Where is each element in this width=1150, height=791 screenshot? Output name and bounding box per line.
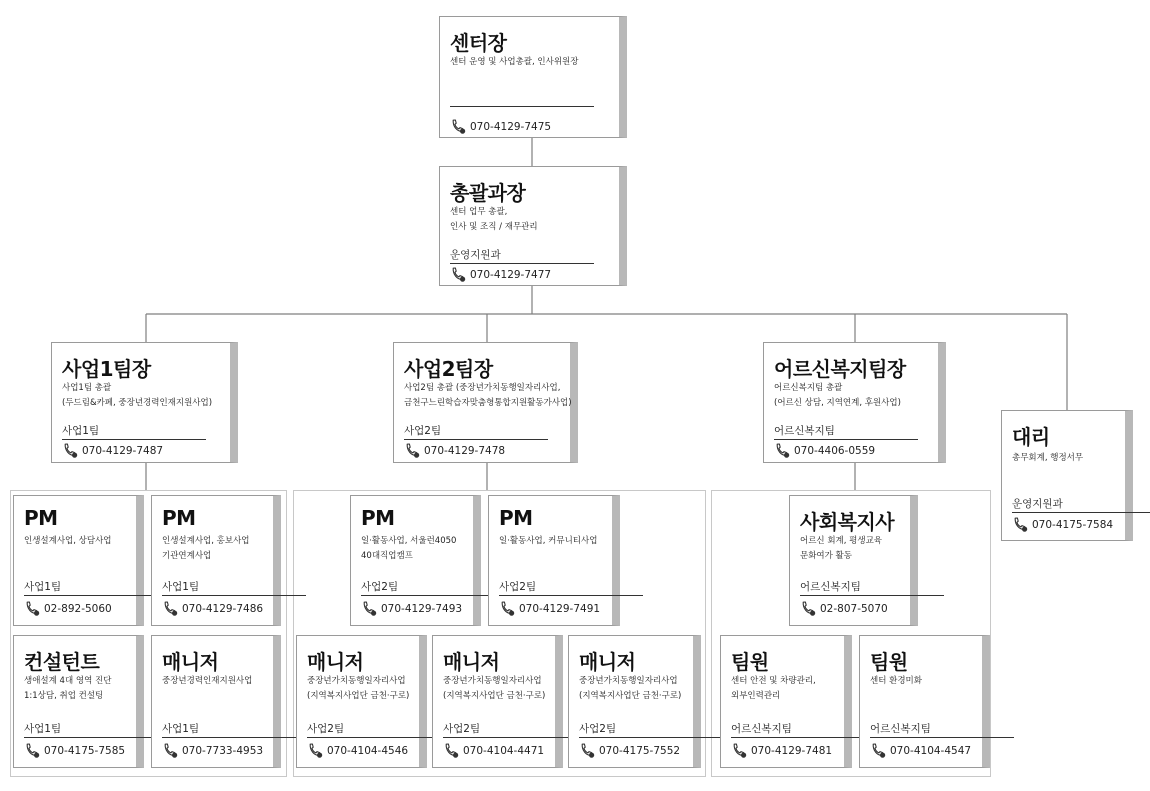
phone-icon — [499, 601, 519, 616]
card-team1-lead — [51, 342, 238, 463]
description-line: 총무회계, 행정서무 — [1012, 453, 1084, 463]
description-line: 기관연계사업 — [162, 551, 212, 561]
card-phone — [450, 119, 551, 134]
card-phone — [450, 267, 551, 282]
phone-icon — [870, 743, 890, 758]
card-phone — [731, 743, 832, 758]
card-title: 팀원 — [731, 650, 769, 674]
card-description — [450, 205, 538, 235]
phone-icon — [24, 601, 44, 616]
card-phone — [307, 743, 408, 758]
card-phone — [579, 743, 680, 758]
card-description — [162, 534, 250, 564]
card-elder-lead — [763, 342, 946, 463]
card-team: 사업2팀 — [499, 581, 643, 596]
phone-number: 070-4175-7585 — [44, 744, 126, 757]
card-title: PM — [499, 506, 533, 530]
phone-number: 070-4175-7584 — [1032, 518, 1114, 531]
card-title: 총괄과장 — [450, 181, 526, 205]
description-line: 중장년경력인재지원사업 — [162, 676, 253, 686]
phone-number: 070-4129-7493 — [381, 602, 463, 615]
card-title: 대리 — [1012, 425, 1050, 449]
card-team1-consultant — [13, 635, 144, 768]
description-line: 센터 업무 총괄, — [450, 207, 508, 217]
card-team2-lead — [393, 342, 578, 463]
phone-icon — [774, 443, 794, 458]
card-description — [499, 534, 597, 549]
phone-icon — [443, 743, 463, 758]
description-line: 센터 안전 및 차량관리, — [731, 676, 816, 686]
card-title: 매니저 — [162, 650, 219, 674]
card-phone — [443, 743, 544, 758]
card-description — [404, 381, 572, 411]
description-line: 중장년가치동행일자리사업 — [579, 676, 678, 686]
phone-number: 070-4406-0559 — [794, 444, 876, 457]
card-team: 어르신복지팀 — [800, 581, 944, 596]
card-elder-social-worker — [789, 495, 918, 626]
phone-number: 070-4129-7491 — [519, 602, 601, 615]
card-team: 어르신복지팀 — [774, 425, 918, 440]
phone-icon — [800, 601, 820, 616]
card-title: 매니저 — [307, 650, 364, 674]
card-phone — [870, 743, 971, 758]
phone-number: 02-892-5060 — [44, 602, 112, 615]
card-team1-pm-1 — [13, 495, 144, 626]
card-team2-manager-3 — [568, 635, 701, 768]
description-line: 인생설계사업, 홍보사업 — [162, 536, 250, 546]
card-description — [774, 381, 901, 411]
card-description — [443, 674, 545, 704]
phone-icon — [361, 601, 381, 616]
description-line: 일·활동사업, 커뮤니티사업 — [499, 536, 598, 546]
description-line: 중장년가치동행일자리사업 — [443, 676, 542, 686]
description-line: (지역복지사업단 금천·구로) — [443, 691, 546, 701]
phone-number: 070-4129-7478 — [424, 444, 506, 457]
card-phone — [774, 443, 875, 458]
phone-number: 070-4129-7477 — [470, 268, 552, 281]
card-director — [439, 16, 627, 138]
card-team1-manager — [151, 635, 281, 768]
card-team2-manager-2 — [432, 635, 563, 768]
card-description — [361, 534, 456, 564]
card-title: 사업1팀장 — [62, 357, 151, 381]
card-title: 센터장 — [450, 31, 507, 55]
description-line: 센터 환경미화 — [870, 676, 922, 686]
card-team: 사업2팀 — [404, 425, 548, 440]
card-description — [162, 674, 252, 689]
card-phone — [62, 443, 163, 458]
description-line: (어르신 상담, 지역연계, 후원사업) — [774, 398, 901, 408]
card-phone — [162, 601, 263, 616]
card-team: 어르신복지팀 — [870, 723, 1014, 738]
card-description — [24, 674, 111, 704]
card-team2-pm-2 — [488, 495, 620, 626]
card-description — [800, 534, 882, 564]
description-line: 금천구느린학습자맞춤형통합지원활동가사업) — [404, 398, 572, 408]
description-line: 문화여가 활동 — [800, 551, 852, 561]
card-phone — [800, 601, 888, 616]
card-description — [579, 674, 681, 704]
description-line: 1:1상담, 취업 컨설팅 — [24, 691, 104, 701]
card-phone — [162, 743, 263, 758]
description-line: 40대직업캠프 — [361, 551, 413, 561]
description-line: 중장년가치동행일자리사업 — [307, 676, 406, 686]
phone-number: 070-4129-7487 — [82, 444, 164, 457]
card-title: 팀원 — [870, 650, 908, 674]
card-title: PM — [361, 506, 395, 530]
card-description — [1012, 451, 1083, 466]
phone-number: 070-4129-7486 — [182, 602, 264, 615]
card-description — [450, 55, 578, 70]
card-team: 사업1팀 — [62, 425, 206, 440]
card-team: 사업1팀 — [24, 723, 168, 738]
card-description — [731, 674, 816, 704]
card-elder-member-2 — [859, 635, 990, 768]
phone-number: 02-807-5070 — [820, 602, 888, 615]
card-phone — [404, 443, 505, 458]
card-team: 사업2팀 — [361, 581, 505, 596]
card-deputy — [1001, 410, 1133, 541]
card-phone — [24, 743, 125, 758]
card-description — [62, 381, 212, 411]
card-team1-pm-2 — [151, 495, 281, 626]
card-title: 컨설턴트 — [24, 650, 100, 674]
description-line: 인생설계사업, 상담사업 — [24, 536, 112, 546]
card-title: 매니저 — [443, 650, 500, 674]
description-line: 인사 및 조직 / 재무관리 — [450, 222, 538, 232]
card-title: 매니저 — [579, 650, 636, 674]
description-line: 사업2팀 총괄 (중장년가치동행일자리사업, — [404, 383, 561, 393]
phone-icon — [450, 119, 470, 134]
card-team: 사업1팀 — [162, 581, 306, 596]
phone-icon — [307, 743, 327, 758]
card-team: 운영지원과 — [1012, 498, 1150, 513]
card-description — [870, 674, 922, 689]
phone-icon — [579, 743, 599, 758]
phone-number: 070-4129-7475 — [470, 120, 552, 133]
description-line: (지역복지사업단 금천·구로) — [307, 691, 410, 701]
card-team: 사업1팀 — [24, 581, 168, 596]
card-team: 사업2팀 — [307, 723, 451, 738]
card-team: 사업2팀 — [579, 723, 723, 738]
card-team: 어르신복지팀 — [731, 723, 875, 738]
card-general-manager — [439, 166, 627, 286]
card-team — [450, 105, 594, 107]
phone-icon — [62, 443, 82, 458]
card-title: 사업2팀장 — [404, 357, 493, 381]
card-title: PM — [24, 506, 58, 530]
card-team: 사업2팀 — [443, 723, 587, 738]
card-phone — [24, 601, 112, 616]
card-phone — [499, 601, 600, 616]
description-line: 어르신복지팀 총괄 — [774, 383, 843, 393]
card-team: 사업1팀 — [162, 723, 306, 738]
phone-icon — [404, 443, 424, 458]
card-description — [307, 674, 409, 704]
card-phone — [361, 601, 462, 616]
card-elder-member-1 — [720, 635, 852, 768]
card-title: 사회복지사 — [800, 510, 895, 534]
description-line: 사업1팀 총괄 — [62, 383, 112, 393]
description-line: 외부인력관리 — [731, 691, 781, 701]
phone-number: 070-4104-4547 — [890, 744, 972, 757]
description-line: (두드림&카페, 중장년경력인재지원사업) — [62, 398, 213, 408]
phone-icon — [1012, 517, 1032, 532]
card-team: 운영지원과 — [450, 249, 594, 264]
phone-number: 070-7733-4953 — [182, 744, 264, 757]
card-title: 어르신복지팀장 — [774, 357, 906, 381]
phone-number: 070-4104-4471 — [463, 744, 545, 757]
phone-number: 070-4175-7552 — [599, 744, 681, 757]
phone-icon — [450, 267, 470, 282]
card-phone — [1012, 517, 1113, 532]
phone-icon — [731, 743, 751, 758]
description-line: 어르신 회계, 평생교육 — [800, 536, 883, 546]
phone-number: 070-4129-7481 — [751, 744, 833, 757]
description-line: 일·활동사업, 서울런4050 — [361, 536, 457, 546]
phone-icon — [162, 743, 182, 758]
phone-icon — [162, 601, 182, 616]
description-line: 생애설계 4대 영역 진단 — [24, 676, 112, 686]
card-team2-manager-1 — [296, 635, 427, 768]
phone-icon — [24, 743, 44, 758]
description-line: (지역복지사업단 금천·구로) — [579, 691, 682, 701]
phone-number: 070-4104-4546 — [327, 744, 409, 757]
card-team2-pm-1 — [350, 495, 481, 626]
card-title: PM — [162, 506, 196, 530]
description-line: 센터 운영 및 사업총괄, 인사위원장 — [450, 57, 579, 67]
card-description — [24, 534, 112, 549]
